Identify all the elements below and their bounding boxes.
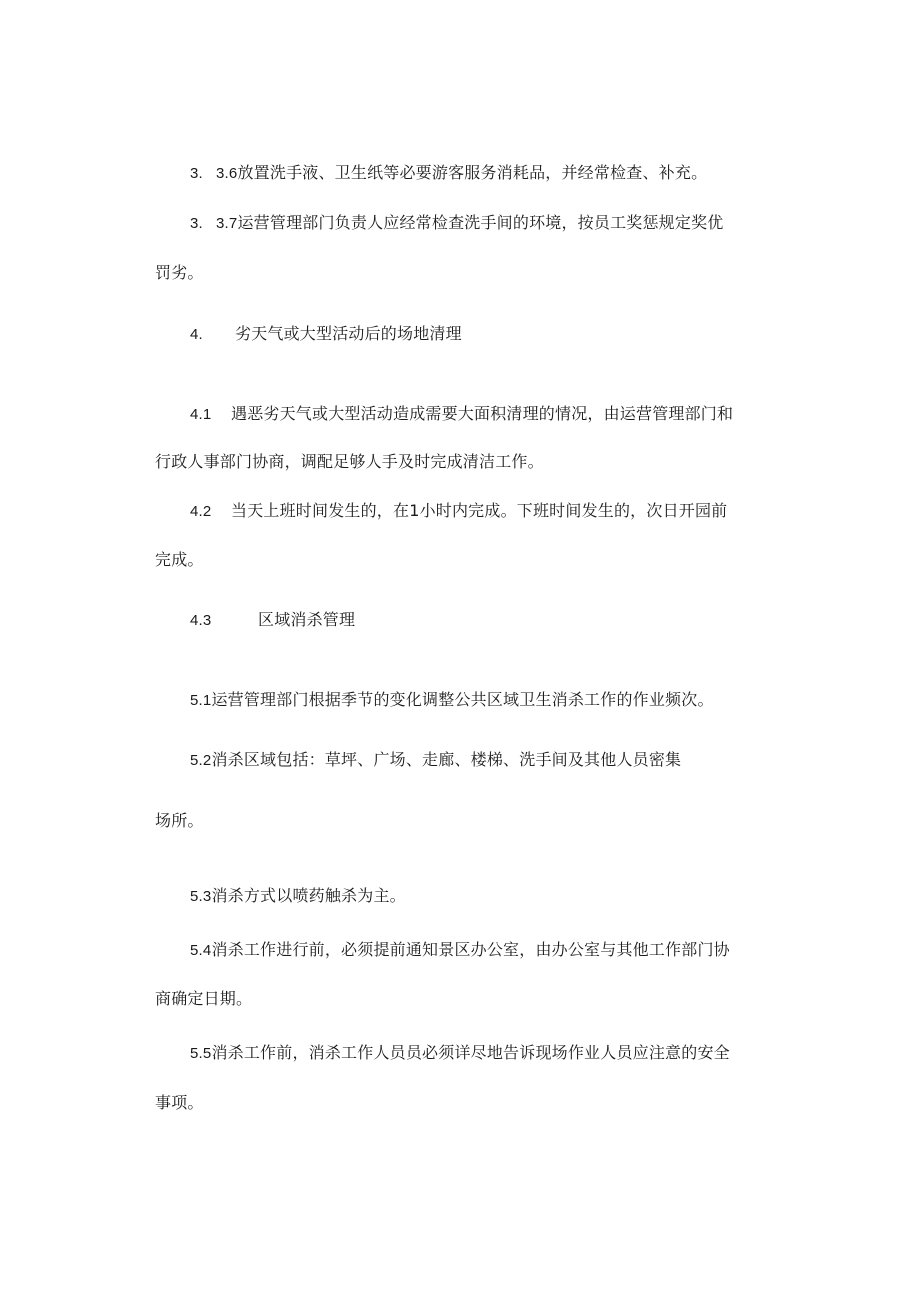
paragraph-number: 4.1 (190, 406, 212, 423)
paragraph-text: 消杀工作进行前，必须提前通知景区办公室，由办公室与其他工作部门协 (211, 940, 730, 959)
paragraph-number: 5.3 (190, 888, 212, 905)
paragraph-3-3-7-continuation: 罚劣。 (155, 263, 204, 282)
paragraph-5-4-continuation: 商确定日期。 (155, 989, 253, 1008)
section-heading-4 (155, 324, 800, 345)
paragraph-number: 5.2 (190, 752, 212, 769)
paragraph-text: 消杀方式以喷药触杀为主。 (211, 886, 406, 905)
section-number: 4.3 (190, 612, 212, 629)
section-title: 区域消杀管理 (258, 610, 356, 629)
paragraph-number: 3. 3.6 (190, 165, 238, 182)
paragraph-3-3-6 (155, 163, 800, 184)
paragraph-text: 消杀工作前，消杀工作人员员必须详尽地告诉现场作业人员应注意的安全 (211, 1043, 730, 1062)
paragraph-number: 5.5 (190, 1045, 212, 1062)
section-title: 劣天气或大型活动后的场地清理 (235, 324, 462, 343)
paragraph-4-1 (155, 404, 800, 425)
paragraph-5-2-continuation: 场所。 (155, 811, 204, 830)
paragraph-text: 消杀区域包括：草坪、广场、走廊、楼梯、洗手间及其他人员密集 (211, 750, 682, 769)
paragraph-number: 5.4 (190, 942, 212, 959)
paragraph-text: 当天上班时间发生的，在1小时内完成。下班时间发生的，次日开园前 (231, 501, 728, 520)
section-heading-4-3 (155, 610, 800, 631)
paragraph-text: 遇恶劣天气或大型活动造成需要大面积清理的情况，由运营管理部门和 (231, 404, 734, 423)
paragraph-5-4 (155, 940, 800, 961)
paragraph-5-5 (155, 1043, 800, 1064)
paragraph-number: 4.2 (190, 503, 212, 520)
paragraph-5-1 (155, 690, 800, 711)
paragraph-5-3 (155, 886, 800, 907)
paragraph-5-5-continuation: 事项。 (155, 1093, 204, 1112)
paragraph-4-1-continuation: 行政人事部门协商，调配足够人手及时完成清洁工作。 (155, 452, 544, 471)
paragraph-5-2 (155, 750, 800, 771)
paragraph-text: 放置洗手液、卫生纸等必要游客服务消耗品，并经常检查、补充。 (237, 163, 708, 182)
paragraph-number: 3. 3.7 (190, 215, 238, 232)
paragraph-text: 运营管理部门负责人应经常检查洗手间的环境，按员工奖惩规定奖优 (237, 213, 724, 232)
paragraph-text: 运营管理部门根据季节的变化调整公共区域卫生消杀工作的作业频次。 (211, 690, 714, 709)
paragraph-4-2-continuation: 完成。 (155, 550, 204, 569)
paragraph-4-2 (155, 501, 800, 522)
paragraph-number: 5.1 (190, 692, 212, 709)
paragraph-3-3-7 (155, 213, 800, 234)
section-number: 4. (190, 326, 203, 343)
